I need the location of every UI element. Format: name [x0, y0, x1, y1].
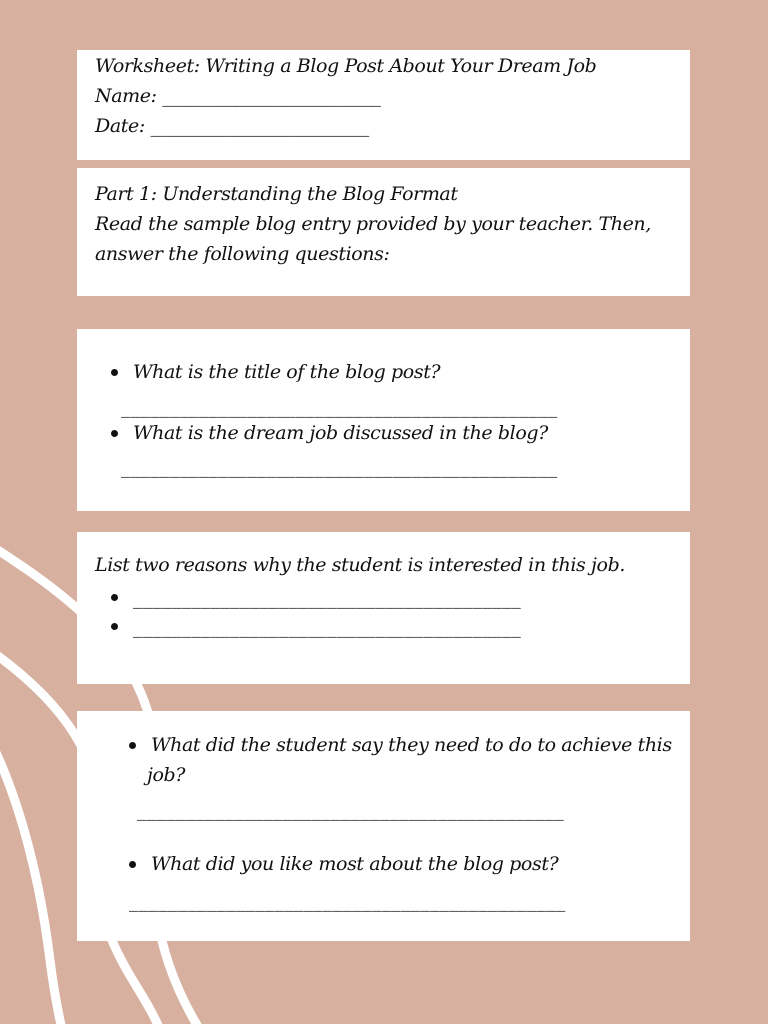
- name-field[interactable]: Name: ________________________: [95, 85, 381, 107]
- date-field[interactable]: Date: ________________________: [95, 115, 369, 137]
- bullet-dot: [129, 861, 136, 868]
- question-title: What is the title of the blog post?: [133, 361, 441, 383]
- part1-instruction-line2: answer the following questions:: [95, 243, 390, 265]
- reasons-prompt: List two reasons why the student is interested in this job.: [95, 554, 625, 576]
- header-card: [77, 50, 690, 160]
- question-achieve-line2: job?: [147, 764, 186, 786]
- bullet-dot: [129, 742, 136, 749]
- reason-line-1[interactable]: ________________________________________: [133, 587, 521, 609]
- question-achieve-line1: What did the student say they need to do to achieve this: [151, 734, 672, 756]
- questions-card: [77, 329, 690, 511]
- reason-line-2[interactable]: ________________________________________: [133, 616, 521, 638]
- question-dream-job: What is the dream job discussed in the blog?: [133, 422, 548, 444]
- worksheet-title: Worksheet: Writing a Blog Post About Your Dream Job: [95, 55, 597, 77]
- bullet-dot: [111, 594, 118, 601]
- answer-line-achieve[interactable]: ____________________________________________: [137, 799, 564, 821]
- answer-line-dream-job[interactable]: _____________________________________________: [121, 456, 558, 478]
- answer-line-title[interactable]: _____________________________________________: [121, 396, 558, 418]
- bullet-dot: [111, 369, 118, 376]
- reflection-card: [77, 711, 690, 941]
- part1-heading: Part 1: Understanding the Blog Format: [95, 183, 458, 205]
- reasons-card: [77, 532, 690, 684]
- part1-instruction-line1: Read the sample blog entry provided by your teacher. Then,: [95, 213, 651, 235]
- answer-line-liked-most[interactable]: _____________________________________________: [129, 890, 566, 912]
- part1-card: [77, 168, 690, 296]
- question-liked-most: What did you like most about the blog post?: [151, 853, 559, 875]
- bullet-dot: [111, 430, 118, 437]
- bullet-dot: [111, 623, 118, 630]
